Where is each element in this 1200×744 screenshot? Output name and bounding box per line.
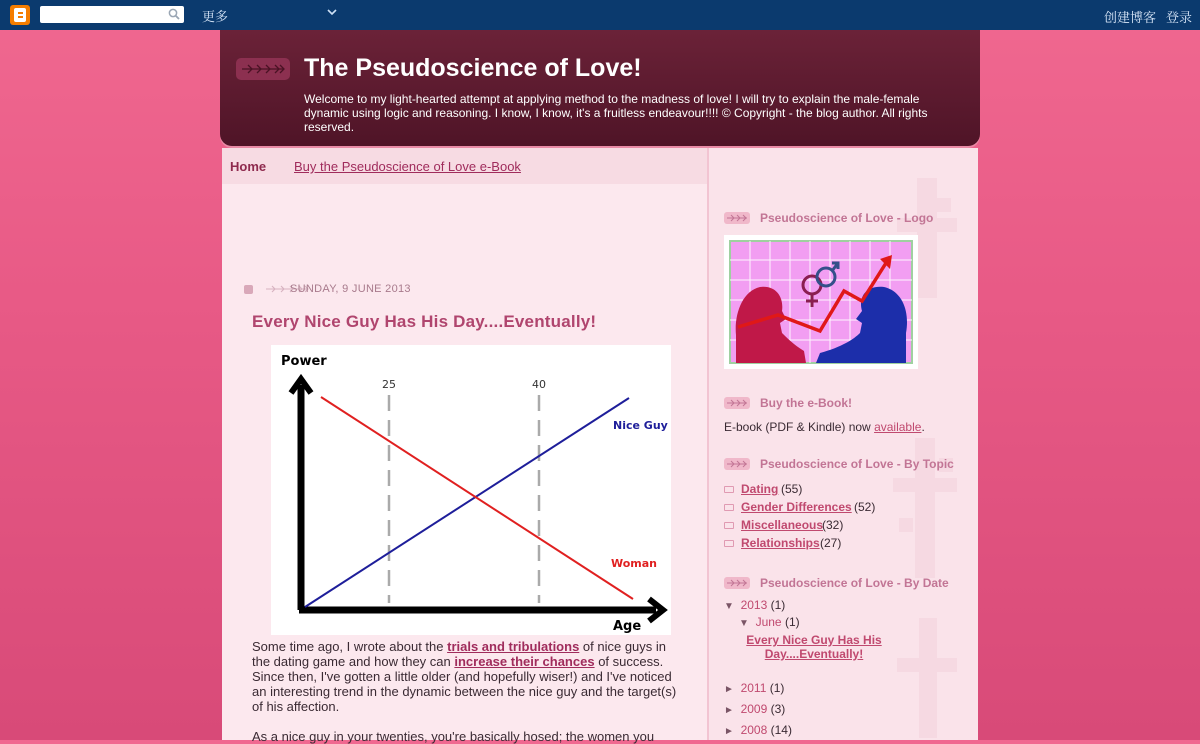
- blogger-logo-icon[interactable]: [10, 5, 30, 25]
- chart-marker-label: 40: [532, 378, 546, 391]
- triangle-down-icon[interactable]: ▼: [739, 618, 749, 629]
- archive-2013[interactable]: [724, 598, 785, 612]
- blog-header: [220, 30, 980, 146]
- tab-ebook[interactable]: Buy the Pseudoscience of Love e-Book: [294, 159, 521, 174]
- triangle-right-icon[interactable]: ►: [724, 705, 734, 716]
- archive-count: (1): [784, 615, 800, 629]
- chart-xlabel: Age: [613, 619, 642, 634]
- bullet-icon: [724, 486, 734, 493]
- blog-logo-image[interactable]: [724, 235, 918, 369]
- arrows-decoration-icon: [236, 58, 290, 80]
- ebook-text-end: .: [921, 420, 925, 434]
- archive-count: (1): [770, 598, 786, 612]
- chart-ylabel: Power: [281, 354, 327, 369]
- topic-count: (52): [854, 500, 876, 514]
- blogger-navbar: [0, 0, 1200, 30]
- arrows-icon: [724, 212, 750, 224]
- widget-title-topic: [724, 457, 954, 471]
- blog-description: Welcome to my light-hearted attempt at applying method to the madness of love! I will try to explain the male-female dynamic using logic and reasoning. I know, I know, it's a fruitless endeavour!!!! © Copyright - the blog author. All rights reserved.: [304, 92, 928, 134]
- post-text: Some time ago, I wrote about the: [252, 639, 448, 654]
- content-area: [222, 148, 978, 744]
- trials-link[interactable]: trials and tribulations: [447, 639, 580, 654]
- widget-title-text: Pseudoscience of Love - By Date: [760, 576, 949, 590]
- chances-link[interactable]: increase their chances: [454, 654, 595, 669]
- triangle-right-icon[interactable]: ►: [724, 726, 734, 737]
- page-tabs: [222, 148, 707, 184]
- chart-series-line: [321, 397, 633, 599]
- topic-link-relationships[interactable]: Relationships: [741, 536, 820, 550]
- search-input[interactable]: [40, 6, 184, 23]
- bullet-icon: [724, 522, 734, 529]
- arrows-icon: [724, 577, 750, 589]
- ebook-text-prefix: E-book (PDF & Kindle) now: [724, 420, 875, 434]
- archive-2011[interactable]: [724, 681, 784, 695]
- ebook-text: [724, 420, 925, 434]
- post-text: of nice guys in the dating game and how they can: [252, 639, 667, 669]
- widget-title-logo: [724, 211, 933, 225]
- post-title[interactable]: Every Nice Guy Has His Day....Eventually!: [252, 312, 597, 331]
- topic-link-misc[interactable]: Miscellaneous: [741, 518, 824, 532]
- archive-2008[interactable]: [724, 723, 792, 737]
- archive-year[interactable]: 2013: [740, 598, 768, 612]
- more-menu[interactable]: 更多: [202, 9, 229, 24]
- widget-title-text: Buy the e-Book!: [760, 396, 853, 410]
- post-chart-image[interactable]: [271, 345, 671, 635]
- topic-count: (55): [781, 482, 803, 496]
- ebook-available-link[interactable]: available: [874, 420, 922, 434]
- widget-title-text: Pseudoscience of Love - Logo: [760, 211, 934, 225]
- archive-count: (3): [770, 702, 786, 716]
- archive-count: (1): [769, 681, 785, 695]
- date-square-icon: [244, 285, 253, 294]
- chevron-down-icon[interactable]: [326, 6, 338, 18]
- widget-title-text: Pseudoscience of Love - By Topic: [760, 457, 954, 471]
- archive-post-line[interactable]: Day....Eventually!: [764, 647, 864, 661]
- triangle-down-icon[interactable]: ▼: [724, 601, 734, 612]
- post-text: As a nice guy in your twenties, you're basically hosed; the women you: [252, 729, 655, 744]
- post-date: SUNDAY, 9 JUNE 2013: [290, 283, 411, 295]
- archive-june[interactable]: [739, 615, 800, 629]
- search-icon[interactable]: [168, 8, 180, 20]
- post-body: [252, 639, 677, 744]
- archive-post-line[interactable]: Every Nice Guy Has His: [746, 633, 882, 647]
- chart-marker-label: 25: [382, 378, 396, 391]
- arrows-icon: [724, 397, 750, 409]
- widget-title-ebook: [724, 396, 852, 410]
- archive-month[interactable]: June: [755, 615, 782, 629]
- tab-home[interactable]: Home: [230, 159, 267, 174]
- post-text: of success. Since then, I've gotten a little older (and hopefully wiser!) and I've noticed an interesting trend in the dynamic between the nice guy and the target(s) of his affection.: [252, 654, 677, 714]
- widget-title-date: [724, 576, 949, 590]
- chart-series-label: Woman: [611, 557, 658, 570]
- topic-link-dating[interactable]: Dating: [741, 482, 779, 496]
- power-age-chart: [271, 345, 671, 635]
- topic-count: (32): [822, 518, 844, 532]
- create-blog-link[interactable]: 创建博客: [1104, 10, 1157, 25]
- triangle-right-icon[interactable]: ►: [724, 684, 734, 695]
- archive-post-link[interactable]: [739, 633, 889, 661]
- arrows-icon: [724, 458, 750, 470]
- topic-link-gender[interactable]: Gender Differences: [741, 500, 852, 514]
- bullet-icon: [724, 504, 734, 511]
- archive-year[interactable]: 2008: [740, 723, 768, 737]
- topic-count: (27): [820, 536, 842, 550]
- login-link[interactable]: 登录: [1166, 10, 1193, 25]
- bullet-icon: [724, 540, 734, 547]
- sidebar: [709, 148, 978, 740]
- archive-2009[interactable]: [724, 702, 785, 716]
- main-column: [222, 148, 707, 744]
- archive-year[interactable]: 2009: [740, 702, 768, 716]
- blog-title[interactable]: The Pseudoscience of Love!: [304, 54, 642, 82]
- chart-series-label: Nice Guy: [613, 419, 668, 432]
- archive-year[interactable]: 2011: [740, 681, 767, 695]
- chart-series-line: [305, 398, 629, 607]
- archive-count: (14): [770, 723, 792, 737]
